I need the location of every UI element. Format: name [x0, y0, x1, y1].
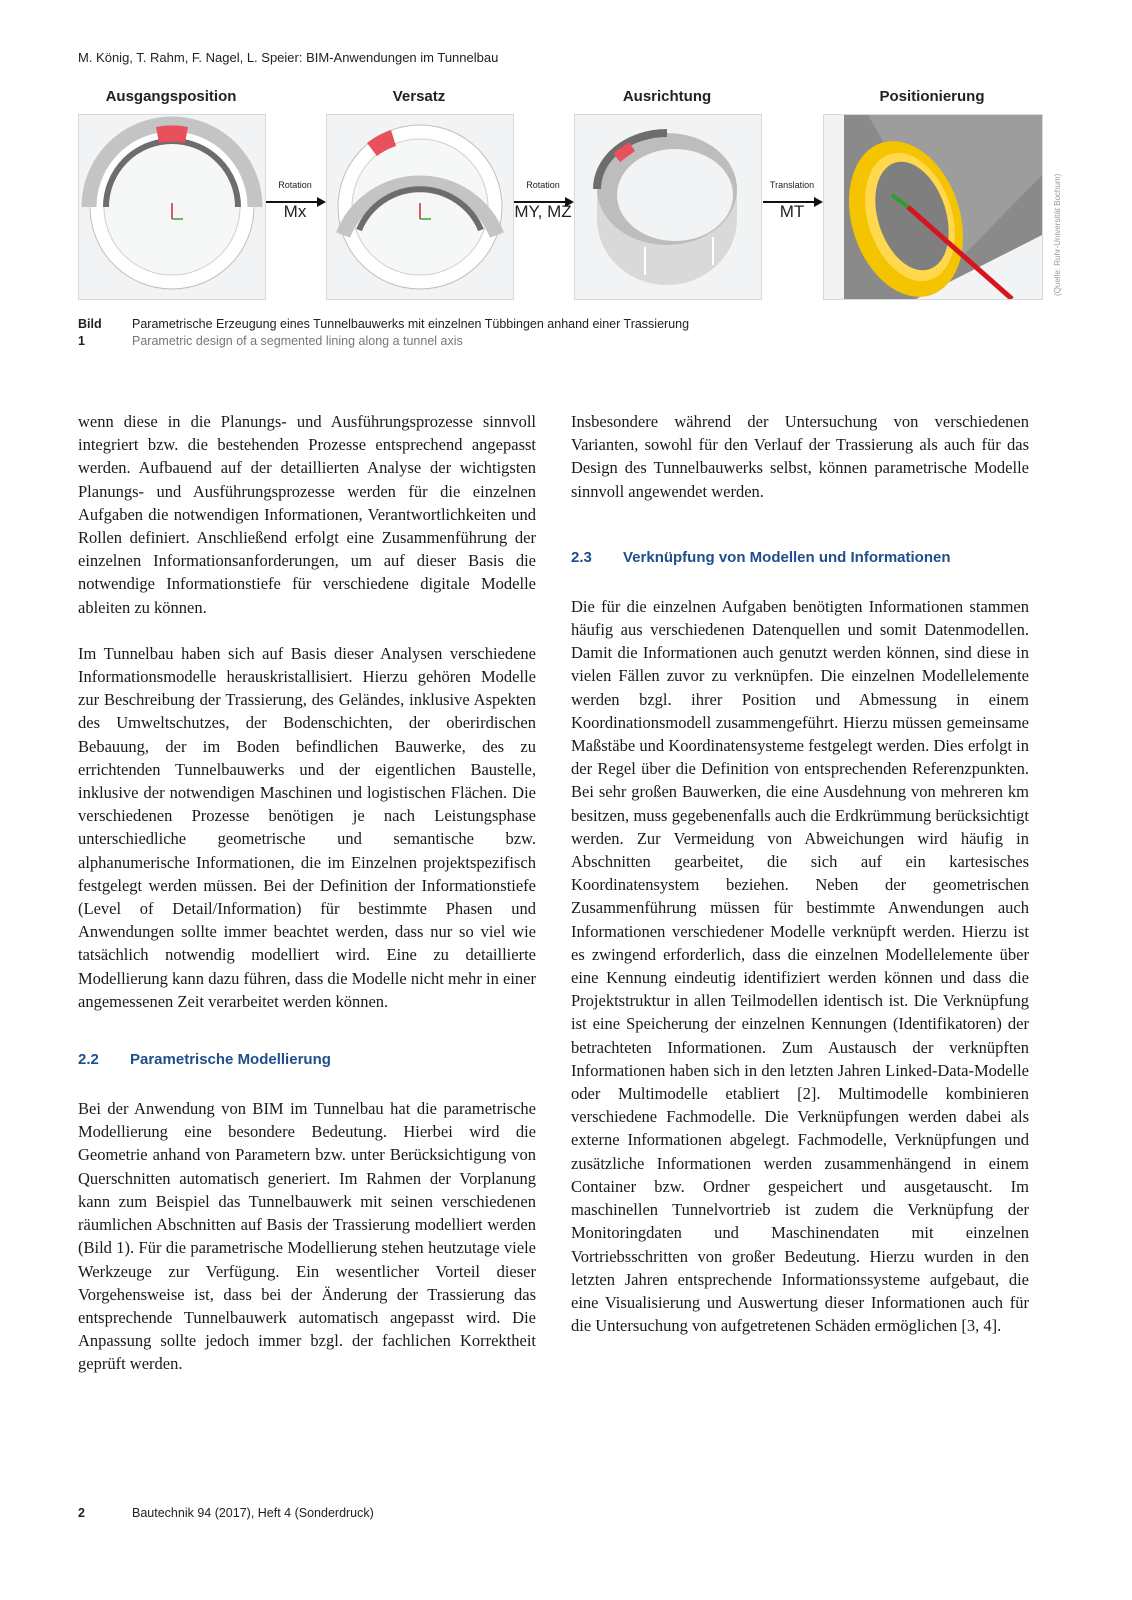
page-footer — [78, 1506, 374, 1520]
arrow-right-icon — [763, 201, 821, 203]
tunnel-lining-illustration — [824, 115, 1042, 299]
arrow-right-icon — [514, 201, 572, 203]
section-heading-2-2 — [78, 1050, 536, 1070]
arrow-right-icon — [266, 201, 324, 203]
panel-title-positionierung: Positionierung — [879, 88, 985, 105]
panel-ausrichtung — [574, 114, 762, 300]
arrow-math: MT — [779, 202, 805, 221]
arrow-math: MY, MZ — [514, 202, 572, 221]
arrow-label: Translation — [769, 180, 815, 190]
arrow-translation-mt — [761, 180, 823, 222]
figure-source-note: (Quelle: Ruhr-Universität Bochum) — [1053, 173, 1062, 296]
panel-positionierung — [823, 114, 1043, 300]
arrow-rotation-my-mz — [512, 180, 574, 222]
running-head: M. König, T. Rahm, F. Nagel, L. Speier: BIM-Anwendungen im Tunnelbau — [78, 50, 499, 65]
paragraph: wenn diese in die Planungs- und Ausführungsprozesse sinnvoll integriert bzw. die bestehenden Prozesse entsprechend angepasst werden. Aufbauend auf der detaillierten Analyse der wichtigsten Planungs- und Ausführungsprozesse werden für die einzelnen Aufgaben die notwendigen Informationen, Verantwortlichkeiten und Rollen definiert. Anschließend erfolgt eine Zusammenführung der einzelnen Informationsanforderungen, um auf dieser Basis die notwendige Informationstiefe für verschiedene digitale Modelle ableiten zu können. — [78, 412, 536, 617]
panel-versatz — [326, 114, 514, 300]
paragraph: Insbesondere während der Untersuchung von verschiedenen Varianten, sowohl für den Verlauf der Trassierung als auch für das Design des Tunnelbauwerks selbst, können parametrische Modelle sinnvoll angewendet werden. — [571, 412, 1029, 501]
section-number: 2.3 — [571, 548, 592, 566]
caption-label: Bild 1 — [78, 317, 102, 348]
paragraph: Bei der Anwendung von BIM im Tunnelbau hat die parametrische Modellierung eine besondere Bedeutung. Hierbei wird die Geometrie anhand von Parametern bzw. unter Berücksichtigung von Querschnitten automatisch generiert. Im Rahmen der Vorplanung kann zum Beispiel das Tunnelbauwerk mit seinen verschiedenen räumlichen Abschnitten auf Basis der Trassierung modelliert werden (Bild 1). Für die parametrische Modellierung stehen heutzutage viele Werkzeuge zur Verfügung. Ein wesentlicher Vorteil dieser Vorgehensweise ist, dass bei der Änderung der Trassierung das entsprechende Tunnelbauwerk automatisch angepasst wird. Die Anpassung sollte jedoch immer bzgl. der fachlichen Korrektheit geprüft werden. — [78, 1099, 536, 1374]
ring-offset-illustration — [327, 115, 513, 299]
ring-start-illustration — [79, 115, 265, 299]
section-title: Verknüpfung von Modellen und Informationen — [623, 548, 951, 566]
figure-1 — [78, 88, 1063, 306]
paragraph: Im Tunnelbau haben sich auf Basis dieser Analysen verschiedene Informationsmodelle herauskristallisiert. Hierzu gehören Modelle zur Beschreibung der Trassierung, des Geländes, inklusive Aspekten des Umweltschutzes, der Bodenschichten, der oberirdischen Bebauung, der im Boden befindlichen Bauwerke, des zu errichtenden Tunnelbauwerks und der eigentlichen Baustelle, inklusive der notwendigen Maschinen und logistischen Flächen. Die verschiedenen Prozesse benötigen je nach Leistungsphase unterschiedliche geometrische und semantische bzw. alphanumerische Informationen, die im Einzelnen projektspezifisch festgelegt werden müssen. Bei der Definition der Informationstiefe (Level of Detail/Information) für bestimmte Phasen und Anwendungen sollte immer beachtet werden, dass nur so viel wie tatsächlich notwendig modelliert wird. Eine zu detaillierte Modellierung kann dazu führen, dass die Modelle nicht mehr in einer angemessenen Zeit verarbeitet werden können. — [78, 643, 536, 1011]
arrow-math: Mx — [283, 202, 307, 221]
paragraph: Die für die einzelnen Aufgaben benötigten Informationen stammen häufig aus verschiedenen Datenquellen und somit Datenmodellen. Damit die Informationen auch genutzt werden können, sind diese in vielen Fällen zuvor zu verknüpfen. Die einzelnen Modellelemente werden bzgl. ihrer Position und Abmessung in einem Koordinationsmodell zusammengeführt. Hierzu müssen gemeinsame Maßstäbe und Koordinatensysteme festgelegt werden. Dies erfolgt in der Regel über die Definition von entsprechenden Referenzpunkten. Bei sehr großen Bauwerken, die eine Ausdehnung von mehreren km besitzen, muss gegebenenfalls auch die Erdkrümmung berücksichtigt werden. Zur Vermeidung von Abweichungen wird häufig in Abschnitten gearbeitet, die sich auf ein kartesisches Koordinatensystem beziehen. Neben der geometrischen Zusammenführung müssen für bestimmte Anwendungen auch Informationen verschiedener Modelle verknüpft werden. Hierzu ist es zwingend erforderlich, dass die einzelnen Modellelemente über eine Kennung eindeutig identifiziert werden können und dass die Projektstruktur in allen Teilmodellen identisch ist. Die Verknüpfung ist eine Speicherung der einzelnen Kennungen (Identifikatoren) der betrachteten Informationen. Zum Austausch der verknüpften Informationen haben sich in den letzten Jahren Linked-Data-Modelle oder Multimodelle etabliert [2]. Multimodelle kombinieren verschiedene Fachmodelle. Die Verknüpfungen werden dabei als externe Informationen abgelegt. Fachmodelle, Verknüpfungen und zusätzliche Informationen werden zusammenhängend in einem Container bzw. Ordner gespeichert und ausgetauscht. Im maschinellen Tunnelvortrieb ist zudem die Verknüpfung der Monitoringdaten und Maschinendaten mit einzelnen Vortriebsschritten von großer Bedeutung. Hierzu wurden in den letzten Jahren entsprechende Informationssysteme aufgebaut, die eine Visualisierung und Auswertung dieser Informationen auch für die Untersuchung von aufgetretenen Schäden ermöglichen [3, 4]. — [571, 596, 1029, 1336]
arrow-label: Rotation — [526, 180, 560, 190]
arrow-label: Rotation — [278, 180, 312, 190]
section-number: 2.2 — [78, 1051, 99, 1069]
left-column — [78, 410, 536, 1376]
panel-title-versatz: Versatz — [392, 88, 446, 105]
right-column — [571, 410, 1029, 1337]
panel-ausgangsposition — [78, 114, 266, 300]
panel-title-ausgangsposition: Ausgangsposition — [105, 88, 237, 105]
section-title: Parametrische Modellierung — [130, 1051, 331, 1069]
panel-title-ausrichtung: Ausrichtung — [622, 88, 712, 105]
caption-german: Parametrische Erzeugung eines Tunnelbauwerks mit einzelnen Tübbingen anhand einer Trassierung — [132, 317, 690, 331]
caption-english: Parametric design of a segmented lining along a tunnel axis — [132, 334, 463, 348]
page-number: 2 — [78, 1506, 85, 1520]
arrow-rotation-mx — [264, 180, 326, 222]
ring-rotated-illustration — [575, 115, 761, 299]
journal-info: Bautechnik 94 (2017), Heft 4 (Sonderdruck) — [132, 1506, 374, 1520]
section-heading-2-3 — [571, 548, 1029, 568]
